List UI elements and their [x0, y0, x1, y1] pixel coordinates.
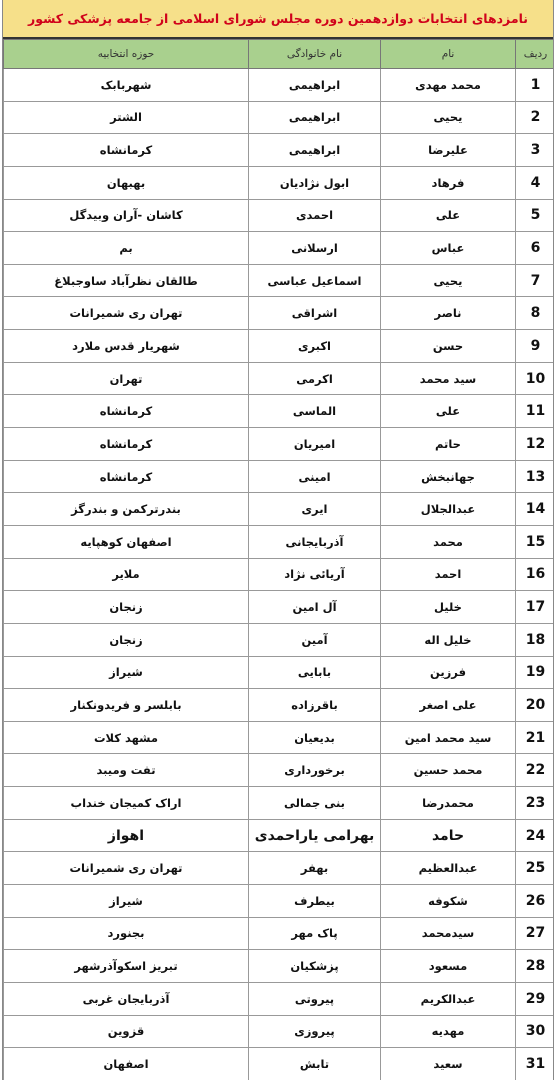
district: شیراز — [4, 656, 249, 689]
first-name: علی — [381, 395, 516, 428]
row-number: 22 — [516, 754, 555, 787]
table-row — [4, 395, 555, 428]
row-number: 7 — [516, 264, 555, 297]
sheet-title-bar — [3, 0, 553, 39]
table-row — [4, 917, 555, 950]
district: ملایر — [4, 558, 249, 591]
district: قزوین — [4, 1015, 249, 1048]
district: تهران ری شمیرانات — [4, 297, 249, 330]
row-number: 5 — [516, 199, 555, 232]
sheet-title: نامزدهای انتخابات دوازدهمین دوره مجلس شورای اسلامی از جامعه پزشکی کشور — [28, 11, 528, 26]
row-number: 30 — [516, 1015, 555, 1048]
row-number: 26 — [516, 885, 555, 918]
first-name: حاتم — [381, 428, 516, 461]
table-header-row — [4, 40, 555, 69]
district: اصفهان کوهپایه — [4, 525, 249, 558]
first-name: فرزین — [381, 656, 516, 689]
row-number: 21 — [516, 721, 555, 754]
district: شیراز — [4, 885, 249, 918]
last-name: اکبری — [249, 330, 381, 363]
table-row — [4, 721, 555, 754]
first-name: مهدیه — [381, 1015, 516, 1048]
table-row — [4, 362, 555, 395]
table-row — [4, 689, 555, 722]
last-name: باقرزاده — [249, 689, 381, 722]
table-row — [4, 1015, 555, 1048]
district: طالقان نظرآباد ساوجبلاغ — [4, 264, 249, 297]
last-name: اسماعیل عباسی — [249, 264, 381, 297]
row-number: 13 — [516, 460, 555, 493]
last-name: پیروتی — [249, 982, 381, 1015]
table-row — [4, 558, 555, 591]
table-row — [4, 787, 555, 820]
row-number: 20 — [516, 689, 555, 722]
district: تهران — [4, 362, 249, 395]
row-number: 24 — [516, 819, 555, 852]
table-row — [4, 982, 555, 1015]
last-name: امیریان — [249, 428, 381, 461]
row-number: 9 — [516, 330, 555, 363]
district: کرمانشاه — [4, 134, 249, 167]
row-number: 2 — [516, 101, 555, 134]
first-name: عبدالعظیم — [381, 852, 516, 885]
row-number: 15 — [516, 525, 555, 558]
first-name: سعید — [381, 1048, 516, 1080]
header-last-name: نام خانوادگی — [249, 40, 381, 69]
first-name: عباس — [381, 232, 516, 265]
first-name: سید محمد امین — [381, 721, 516, 754]
table-row — [4, 819, 555, 852]
last-name: ابراهیمی — [249, 69, 381, 102]
district: بجنورد — [4, 917, 249, 950]
row-number: 19 — [516, 656, 555, 689]
last-name: اکرمی — [249, 362, 381, 395]
district: کرمانشاه — [4, 428, 249, 461]
last-name: آل امین — [249, 591, 381, 624]
last-name: بدیعیان — [249, 721, 381, 754]
district: بابلسر و فریدونکنار — [4, 689, 249, 722]
last-name: پاک مهر — [249, 917, 381, 950]
table-row — [4, 1048, 555, 1080]
table-row — [4, 101, 555, 134]
first-name: علیرضا — [381, 134, 516, 167]
district: کاشان -آران وبیدگل — [4, 199, 249, 232]
first-name: فرهاد — [381, 166, 516, 199]
row-number: 4 — [516, 166, 555, 199]
row-number: 10 — [516, 362, 555, 395]
table-row — [4, 885, 555, 918]
first-name: عبدالکریم — [381, 982, 516, 1015]
last-name: ابراهیمی — [249, 101, 381, 134]
district: شهربابک — [4, 69, 249, 102]
first-name: یحیی — [381, 101, 516, 134]
table-row — [4, 623, 555, 656]
row-number: 6 — [516, 232, 555, 265]
row-number: 16 — [516, 558, 555, 591]
table-row — [4, 460, 555, 493]
row-number: 31 — [516, 1048, 555, 1080]
first-name: خلیل اله — [381, 623, 516, 656]
table-row — [4, 656, 555, 689]
header-num: ردیف — [516, 40, 555, 69]
row-number: 1 — [516, 69, 555, 102]
last-name: اشراقی — [249, 297, 381, 330]
last-name: پیروزی — [249, 1015, 381, 1048]
last-name: بابایی — [249, 656, 381, 689]
first-name: عبدالجلال — [381, 493, 516, 526]
row-number: 29 — [516, 982, 555, 1015]
first-name: خلیل — [381, 591, 516, 624]
last-name: امینی — [249, 460, 381, 493]
first-name: احمد — [381, 558, 516, 591]
candidates-table — [3, 39, 554, 1080]
district: زنجان — [4, 623, 249, 656]
table-row — [4, 166, 555, 199]
district: کرمانشاه — [4, 460, 249, 493]
district: اراک کمیجان خنداب — [4, 787, 249, 820]
header-first-name: نام — [381, 40, 516, 69]
table-row — [4, 591, 555, 624]
first-name: محمدرضا — [381, 787, 516, 820]
last-name: بهفر — [249, 852, 381, 885]
district: تبریز اسکوآذرشهر — [4, 950, 249, 983]
table-row — [4, 754, 555, 787]
first-name: حسن — [381, 330, 516, 363]
first-name: سید محمد — [381, 362, 516, 395]
row-number: 28 — [516, 950, 555, 983]
last-name: ابراهیمی — [249, 134, 381, 167]
row-number: 18 — [516, 623, 555, 656]
table-row — [4, 134, 555, 167]
candidates-sheet — [2, 0, 554, 1080]
district: کرمانشاه — [4, 395, 249, 428]
last-name: بنی جمالی — [249, 787, 381, 820]
district: آذربایجان غربی — [4, 982, 249, 1015]
first-name: علی — [381, 199, 516, 232]
first-name: مسعود — [381, 950, 516, 983]
district: مشهد کلات — [4, 721, 249, 754]
last-name: آذربایجانی — [249, 525, 381, 558]
table-row — [4, 69, 555, 102]
first-name: علی اصغر — [381, 689, 516, 722]
row-number: 3 — [516, 134, 555, 167]
table-row — [4, 199, 555, 232]
table-row — [4, 525, 555, 558]
district: شهریار قدس ملارد — [4, 330, 249, 363]
district: بهبهان — [4, 166, 249, 199]
table-row — [4, 852, 555, 885]
header-district: حوزه انتخابیه — [4, 40, 249, 69]
first-name: سیدمحمد — [381, 917, 516, 950]
row-number: 27 — [516, 917, 555, 950]
first-name: یحیی — [381, 264, 516, 297]
last-name: پزشکیان — [249, 950, 381, 983]
last-name: برخورداری — [249, 754, 381, 787]
district: بندرترکمن و بندرگز — [4, 493, 249, 526]
table-row — [4, 493, 555, 526]
first-name: محمد — [381, 525, 516, 558]
last-name: تابش — [249, 1048, 381, 1080]
row-number: 23 — [516, 787, 555, 820]
last-name: بیطرف — [249, 885, 381, 918]
row-number: 8 — [516, 297, 555, 330]
table-row — [4, 232, 555, 265]
row-number: 14 — [516, 493, 555, 526]
row-number: 12 — [516, 428, 555, 461]
table-row — [4, 330, 555, 363]
district: تهران ری شمیرانات — [4, 852, 249, 885]
last-name: ابول نژادیان — [249, 166, 381, 199]
table-row — [4, 950, 555, 983]
district: تفت ومیبد — [4, 754, 249, 787]
last-name: ایری — [249, 493, 381, 526]
table-row — [4, 428, 555, 461]
table-row — [4, 264, 555, 297]
first-name: حامد — [381, 819, 516, 852]
first-name: شکوفه — [381, 885, 516, 918]
district: اهواز — [4, 819, 249, 852]
row-number: 25 — [516, 852, 555, 885]
district: الشتر — [4, 101, 249, 134]
last-name: آریائی نژاد — [249, 558, 381, 591]
district: زنجان — [4, 591, 249, 624]
table-row — [4, 297, 555, 330]
first-name: ناصر — [381, 297, 516, 330]
last-name: احمدی — [249, 199, 381, 232]
row-number: 17 — [516, 591, 555, 624]
last-name: آمین — [249, 623, 381, 656]
last-name: بهرامی یاراحمدی — [249, 819, 381, 852]
district: اصفهان — [4, 1048, 249, 1080]
district: بم — [4, 232, 249, 265]
first-name: محمد مهدی — [381, 69, 516, 102]
first-name: محمد حسین — [381, 754, 516, 787]
first-name: جهانبخش — [381, 460, 516, 493]
last-name: ارسلانی — [249, 232, 381, 265]
last-name: الماسی — [249, 395, 381, 428]
row-number: 11 — [516, 395, 555, 428]
